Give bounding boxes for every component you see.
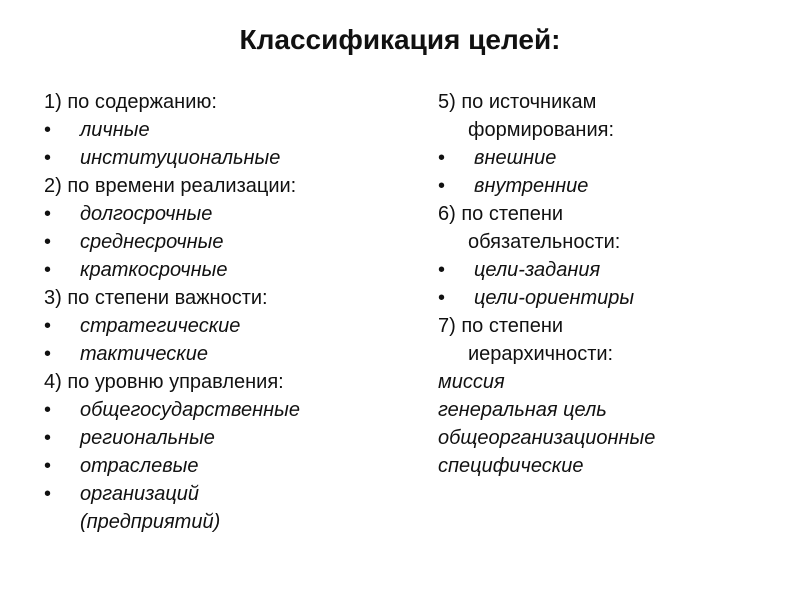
list-item: • среднесрочные [44,228,394,256]
group-heading-content: 1) по содержанию: [44,91,217,113]
list-item: • отраслевые [44,452,394,480]
list-item: • долгосрочные [44,200,394,228]
bullet-icon: • [44,483,52,505]
group-heading-obligation: 6) по степени обязательности: [438,203,621,253]
list-item: • организаций [44,480,394,508]
bullet-icon: • [44,455,52,477]
list-item: • краткосрочные [44,256,394,284]
list-item: • внутренние [438,172,768,200]
bullet-icon: • [44,231,52,253]
bullet-icon: • [44,427,52,449]
group-heading-time: 2) по времени реализации: [44,175,297,197]
bullet-icon: • [44,203,52,225]
bullet-icon: • [44,259,52,281]
list-item: • общегосударственные [44,396,394,424]
list-item: • цели-задания [438,256,768,284]
list-item: миссия [438,371,505,393]
list-item-continuation: (предприятий) [80,511,221,533]
list-item: • цели-ориентиры [438,284,768,312]
bullet-icon: • [44,315,52,337]
group-heading-hierarchy: 7) по степени иерархичности: [438,315,614,365]
bullet-icon: • [438,287,446,309]
list-item: генеральная цель [438,399,607,421]
bullet-icon: • [44,119,52,141]
bullet-icon: • [44,147,52,169]
list-item: общеорганизационные [438,427,656,449]
group-heading-management-level: 4) по уровню управления: [44,371,284,393]
list-item: • личные [44,116,394,144]
bullet-icon: • [438,175,446,197]
list-item: • тактические [44,340,394,368]
list-item: • внешние [438,144,768,172]
left-column [44,88,394,536]
page-title: Классификация целей: [239,24,561,55]
right-column [438,88,768,480]
bullet-icon: • [44,343,52,365]
group-heading-sources: 5) по источникам формирования: [438,91,614,141]
bullet-icon: • [44,399,52,421]
group-heading-importance: 3) по степени важности: [44,287,268,309]
list-item: • региональные [44,424,394,452]
list-item: • институциональные [44,144,394,172]
list-item: • стратегические [44,312,394,340]
bullet-icon: • [438,259,446,281]
bullet-icon: • [438,147,446,169]
list-item: специфические [438,455,584,477]
